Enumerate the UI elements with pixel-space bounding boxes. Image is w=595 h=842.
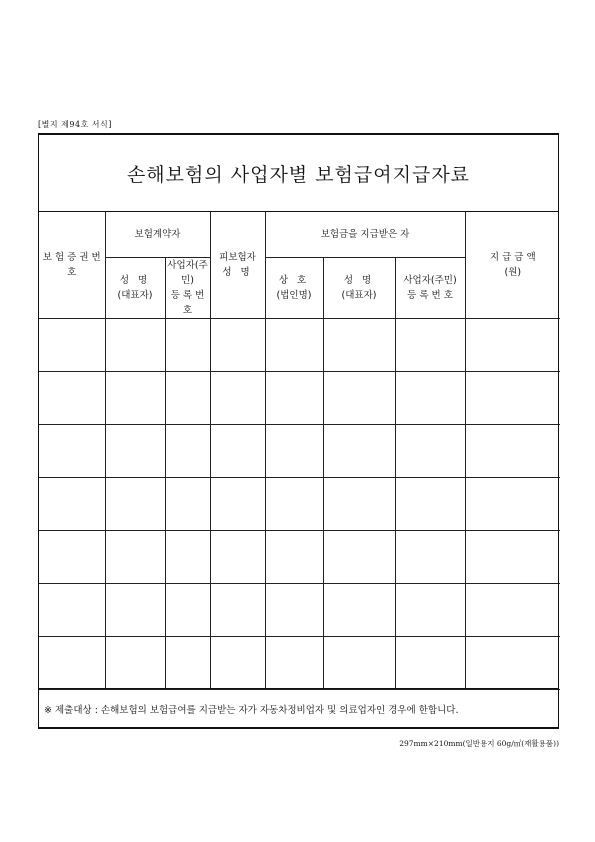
table-cell[interactable] xyxy=(165,477,210,530)
table-cell[interactable] xyxy=(165,371,210,424)
table-cell[interactable] xyxy=(165,636,210,689)
table-cell[interactable] xyxy=(395,477,465,530)
table-cell[interactable] xyxy=(265,530,323,583)
table-cell[interactable] xyxy=(465,318,560,371)
table-cell[interactable] xyxy=(323,477,395,530)
form-number-label: [별지 제94호 서식] xyxy=(38,120,112,129)
table-row xyxy=(39,636,560,689)
table-cell[interactable] xyxy=(105,530,165,583)
submission-note: ※ 제출대상 : 손해보험의 보험급여를 지급받는 자가 자동차정비업자 및 의료업자인 경우에 한합니다. xyxy=(39,688,558,729)
table-cell[interactable] xyxy=(323,636,395,689)
table-cell[interactable] xyxy=(323,583,395,636)
header-recipient-reg: 사업자(주민) 등 록 번 호 xyxy=(395,257,465,318)
header-recipient-trade: 상 호 (법인명) xyxy=(265,257,323,318)
table-cell[interactable] xyxy=(265,636,323,689)
table-row xyxy=(39,318,560,371)
table-cell[interactable] xyxy=(323,530,395,583)
table-cell[interactable] xyxy=(465,371,560,424)
table-cell[interactable] xyxy=(105,318,165,371)
form-title: 손해보험의 사업자별 보험급여지급자료 xyxy=(126,163,471,186)
table-cell[interactable] xyxy=(39,583,105,636)
header-contractor-reg: 사업자(주민) 등 록 번 호 xyxy=(165,257,210,318)
table-cell[interactable] xyxy=(210,636,265,689)
table-cell[interactable] xyxy=(210,583,265,636)
table-cell[interactable] xyxy=(39,371,105,424)
table-row xyxy=(39,424,560,477)
table-cell[interactable] xyxy=(323,318,395,371)
payment-data-form xyxy=(38,133,559,729)
table-cell[interactable] xyxy=(105,477,165,530)
header-row-1 xyxy=(39,212,560,257)
table-cell[interactable] xyxy=(265,371,323,424)
table-cell[interactable] xyxy=(165,318,210,371)
table-cell[interactable] xyxy=(105,583,165,636)
table-cell[interactable] xyxy=(165,424,210,477)
table-cell[interactable] xyxy=(165,530,210,583)
table-cell[interactable] xyxy=(465,583,560,636)
table-cell[interactable] xyxy=(395,371,465,424)
table-cell[interactable] xyxy=(39,318,105,371)
table-cell[interactable] xyxy=(39,530,105,583)
table-cell[interactable] xyxy=(465,530,560,583)
header-policy-number: 보 험 증 권 번 호 xyxy=(39,212,105,318)
table-cell[interactable] xyxy=(165,583,210,636)
table-cell[interactable] xyxy=(210,318,265,371)
table-cell[interactable] xyxy=(323,371,395,424)
header-recipient-name: 성 명 (대표자) xyxy=(323,257,395,318)
table-cell[interactable] xyxy=(210,477,265,530)
table-cell[interactable] xyxy=(395,583,465,636)
table-cell[interactable] xyxy=(395,424,465,477)
table-cell[interactable] xyxy=(210,530,265,583)
table-cell[interactable] xyxy=(465,636,560,689)
table-row xyxy=(39,371,560,424)
header-amount: 지 급 금 액 (원) xyxy=(465,212,560,318)
table-cell[interactable] xyxy=(39,477,105,530)
data-rows xyxy=(39,318,560,689)
table-cell[interactable] xyxy=(395,318,465,371)
table-cell[interactable] xyxy=(395,636,465,689)
table-row xyxy=(39,583,560,636)
table-cell[interactable] xyxy=(210,371,265,424)
table-cell[interactable] xyxy=(465,477,560,530)
table-cell[interactable] xyxy=(105,371,165,424)
table-cell[interactable] xyxy=(323,424,395,477)
table-cell[interactable] xyxy=(105,636,165,689)
payment-table xyxy=(39,212,560,690)
table-cell[interactable] xyxy=(265,424,323,477)
table-row xyxy=(39,477,560,530)
table-row xyxy=(39,530,560,583)
table-cell[interactable] xyxy=(265,583,323,636)
header-contractor-name: 성 명 (대표자) xyxy=(105,257,165,318)
table-cell[interactable] xyxy=(105,424,165,477)
title-box xyxy=(39,135,558,212)
table-cell[interactable] xyxy=(39,636,105,689)
header-recipient: 보험금을 지급받은 자 xyxy=(265,212,465,257)
paper-spec: 297mm×210mm(일반용지 60g/㎡(재활용품)) xyxy=(399,739,559,748)
table-cell[interactable] xyxy=(395,530,465,583)
header-contractor: 보험계약자 xyxy=(105,212,210,257)
header-insured: 피보험자 성 명 xyxy=(210,212,265,318)
table-cell[interactable] xyxy=(265,318,323,371)
table-cell[interactable] xyxy=(465,424,560,477)
table-cell[interactable] xyxy=(265,477,323,530)
table-cell[interactable] xyxy=(39,424,105,477)
table-cell[interactable] xyxy=(210,424,265,477)
